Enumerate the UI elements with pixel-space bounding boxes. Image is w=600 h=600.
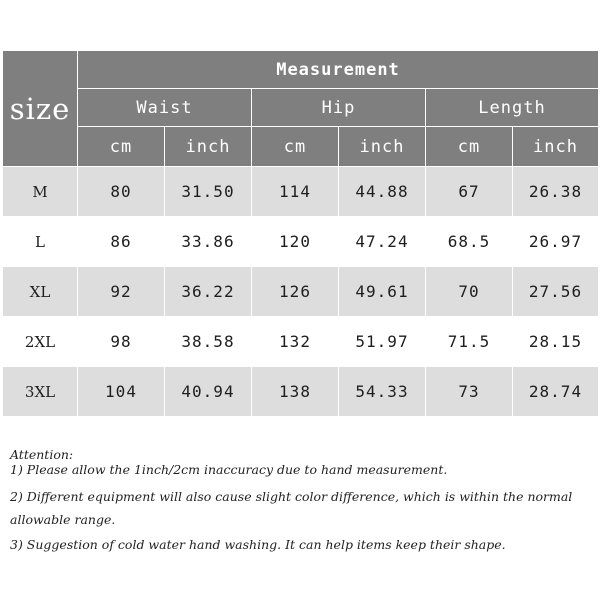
size-cell: 2XL — [3, 317, 78, 367]
length-inch-cell: 28.74 — [513, 367, 599, 417]
waist-header: Waist — [78, 89, 252, 127]
unit-header: inch — [165, 127, 252, 167]
length-inch-cell: 26.97 — [513, 217, 599, 267]
waist-cm-cell: 98 — [78, 317, 165, 367]
hip-cm-cell: 132 — [252, 317, 339, 367]
waist-inch-cell: 33.86 — [165, 217, 252, 267]
table-row — [3, 217, 599, 267]
waist-cm-cell: 86 — [78, 217, 165, 267]
hip-inch-cell: 44.88 — [339, 167, 426, 217]
unit-header: cm — [78, 127, 165, 167]
hip-inch-cell: 49.61 — [339, 267, 426, 317]
length-cm-cell: 68.5 — [426, 217, 513, 267]
notes-title: Attention: — [10, 447, 74, 462]
size-column-header: size — [3, 51, 78, 167]
length-inch-cell: 26.38 — [513, 167, 599, 217]
length-header: Length — [426, 89, 599, 127]
waist-cm-cell: 104 — [78, 367, 165, 417]
table-row — [3, 367, 599, 417]
length-cm-cell: 67 — [426, 167, 513, 217]
unit-header: inch — [513, 127, 599, 167]
unit-header: cm — [426, 127, 513, 167]
waist-inch-cell: 31.50 — [165, 167, 252, 217]
unit-header: inch — [339, 127, 426, 167]
hip-cm-cell: 120 — [252, 217, 339, 267]
waist-inch-cell: 36.22 — [165, 267, 252, 317]
table-row — [3, 317, 599, 367]
length-cm-cell: 73 — [426, 367, 513, 417]
waist-cm-cell: 92 — [78, 267, 165, 317]
note-item: 3) Suggestion of cold water hand washing. It can help items keep their shape. — [10, 537, 506, 552]
unit-header: cm — [252, 127, 339, 167]
length-cm-cell: 70 — [426, 267, 513, 317]
measurement-header: Measurement — [78, 51, 599, 89]
length-cm-cell: 71.5 — [426, 317, 513, 367]
note-item: 1) Please allow the 1inch/2cm inaccuracy due to hand measurement. — [10, 462, 448, 477]
hip-cm-cell: 138 — [252, 367, 339, 417]
waist-inch-cell: 38.58 — [165, 317, 252, 367]
size-cell: M — [3, 167, 78, 217]
hip-inch-cell: 47.24 — [339, 217, 426, 267]
size-chart-table — [2, 50, 599, 417]
size-cell: L — [3, 217, 78, 267]
waist-inch-cell: 40.94 — [165, 367, 252, 417]
waist-cm-cell: 80 — [78, 167, 165, 217]
length-inch-cell: 27.56 — [513, 267, 599, 317]
size-cell: XL — [3, 267, 78, 317]
hip-inch-cell: 51.97 — [339, 317, 426, 367]
hip-inch-cell: 54.33 — [339, 367, 426, 417]
hip-cm-cell: 126 — [252, 267, 339, 317]
hip-header: Hip — [252, 89, 426, 127]
note-item: 2) Different equipment will also cause slight color difference, which is within the normal allowable range. — [10, 489, 573, 527]
table-row — [3, 167, 599, 217]
hip-cm-cell: 114 — [252, 167, 339, 217]
length-inch-cell: 28.15 — [513, 317, 599, 367]
attention-notes — [10, 447, 590, 552]
size-cell: 3XL — [3, 367, 78, 417]
table-row — [3, 267, 599, 317]
